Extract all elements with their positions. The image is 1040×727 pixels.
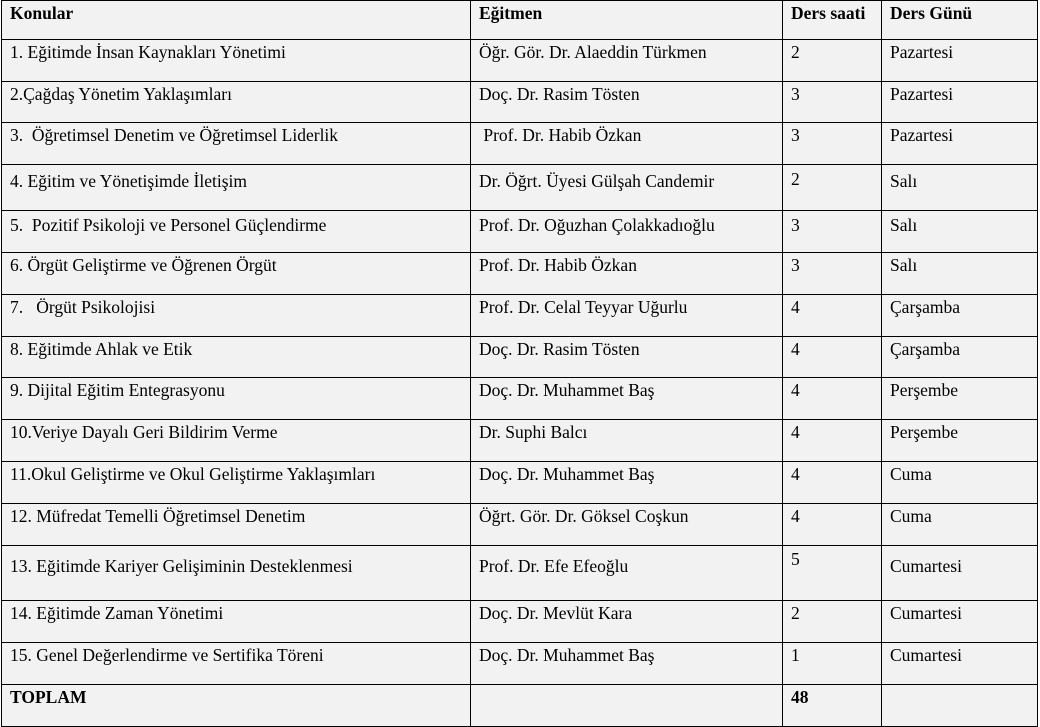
hours-cell: 2 [783, 165, 882, 211]
header-hours: Ders saati [783, 1, 882, 40]
instructor-cell: Öğrt. Gör. Dr. Göksel Coşkun [471, 504, 783, 546]
table-row [2, 165, 1038, 211]
total-instructor-cell [471, 685, 783, 727]
table-row [2, 504, 1038, 546]
schedule-table [1, 0, 1038, 727]
total-hours: 48 [783, 685, 882, 727]
table-row [2, 378, 1038, 420]
topic-cell: 3. Öğretimsel Denetim ve Öğretimsel Liderlik [2, 123, 471, 165]
topic-cell: 7. Örgüt Psikolojisi [2, 295, 471, 337]
hours-cell: 2 [783, 601, 882, 643]
total-label: TOPLAM [2, 685, 471, 727]
topic-cell: 5. Pozitif Psikoloji ve Personel Güçlendirme [2, 211, 471, 253]
day-cell: Pazartesi [882, 40, 1038, 82]
day-cell: Perşembe [882, 420, 1038, 462]
instructor-cell: Doç. Dr. Muhammet Baş [471, 462, 783, 504]
table-row [2, 40, 1038, 82]
header-row [2, 1, 1038, 40]
day-cell: Perşembe [882, 378, 1038, 420]
topic-cell: 9. Dijital Eğitim Entegrasyonu [2, 378, 471, 420]
table-row [2, 462, 1038, 504]
day-cell: Pazartesi [882, 123, 1038, 165]
topic-cell: 15. Genel Değerlendirme ve Sertifika Töreni [2, 643, 471, 685]
instructor-cell: Dr. Öğrt. Üyesi Gülşah Candemir [471, 165, 783, 211]
hours-cell: 4 [783, 462, 882, 504]
hours-cell: 4 [783, 504, 882, 546]
day-cell: Salı [882, 165, 1038, 211]
topic-cell: 1. Eğitimde İnsan Kaynakları Yönetimi [2, 40, 471, 82]
hours-cell: 4 [783, 337, 882, 378]
day-cell: Cumartesi [882, 643, 1038, 685]
topic-cell: 8. Eğitimde Ahlak ve Etik [2, 337, 471, 378]
day-cell: Pazartesi [882, 82, 1038, 123]
total-day-cell [882, 685, 1038, 727]
instructor-cell: Doç. Dr. Muhammet Baş [471, 378, 783, 420]
instructor-cell: Prof. Dr. Oğuzhan Çolakkadıoğlu [471, 211, 783, 253]
day-cell: Cuma [882, 504, 1038, 546]
hours-cell: 3 [783, 123, 882, 165]
instructor-cell: Prof. Dr. Habib Özkan [471, 123, 783, 165]
day-cell: Cuma [882, 462, 1038, 504]
instructor-cell: Öğr. Gör. Dr. Alaeddin Türkmen [471, 40, 783, 82]
instructor-cell: Doç. Dr. Rasim Tösten [471, 337, 783, 378]
hours-cell: 4 [783, 295, 882, 337]
table-row [2, 82, 1038, 123]
total-row [2, 685, 1038, 727]
topic-cell: 11.Okul Geliştirme ve Okul Geliştirme Yaklaşımları [2, 462, 471, 504]
day-cell: Cumartesi [882, 546, 1038, 601]
table-row [2, 420, 1038, 462]
table-row [2, 643, 1038, 685]
hours-cell: 3 [783, 253, 882, 295]
table-row [2, 211, 1038, 253]
instructor-cell: Doç. Dr. Muhammet Baş [471, 643, 783, 685]
topic-cell: 4. Eğitim ve Yönetişimde İletişim [2, 165, 471, 211]
table-row [2, 601, 1038, 643]
hours-cell: 5 [783, 546, 882, 601]
instructor-cell: Dr. Suphi Balcı [471, 420, 783, 462]
hours-cell: 3 [783, 82, 882, 123]
day-cell: Salı [882, 253, 1038, 295]
header-instructor: Eğitmen [471, 1, 783, 40]
day-cell: Salı [882, 211, 1038, 253]
topic-cell: 12. Müfredat Temelli Öğretimsel Denetim [2, 504, 471, 546]
day-cell: Cumartesi [882, 601, 1038, 643]
topic-cell: 10.Veriye Dayalı Geri Bildirim Verme [2, 420, 471, 462]
instructor-cell: Doç. Dr. Mevlüt Kara [471, 601, 783, 643]
topic-cell: 14. Eğitimde Zaman Yönetimi [2, 601, 471, 643]
hours-cell: 1 [783, 643, 882, 685]
table-row [2, 123, 1038, 165]
instructor-cell: Prof. Dr. Habib Özkan [471, 253, 783, 295]
table-row [2, 337, 1038, 378]
header-day: Ders Günü [882, 1, 1038, 40]
hours-cell: 4 [783, 378, 882, 420]
topic-cell: 13. Eğitimde Kariyer Gelişiminin Desteklenmesi [2, 546, 471, 601]
header-topics: Konular [2, 1, 471, 40]
topic-cell: 2.Çağdaş Yönetim Yaklaşımları [2, 82, 471, 123]
day-cell: Çarşamba [882, 337, 1038, 378]
day-cell: Çarşamba [882, 295, 1038, 337]
table-row [2, 546, 1038, 601]
instructor-cell: Prof. Dr. Celal Teyyar Uğurlu [471, 295, 783, 337]
hours-cell: 4 [783, 420, 882, 462]
hours-cell: 2 [783, 40, 882, 82]
instructor-cell: Doç. Dr. Rasim Tösten [471, 82, 783, 123]
table-row [2, 253, 1038, 295]
topic-cell: 6. Örgüt Geliştirme ve Öğrenen Örgüt [2, 253, 471, 295]
table-row [2, 295, 1038, 337]
hours-cell: 3 [783, 211, 882, 253]
instructor-cell: Prof. Dr. Efe Efeoğlu [471, 546, 783, 601]
